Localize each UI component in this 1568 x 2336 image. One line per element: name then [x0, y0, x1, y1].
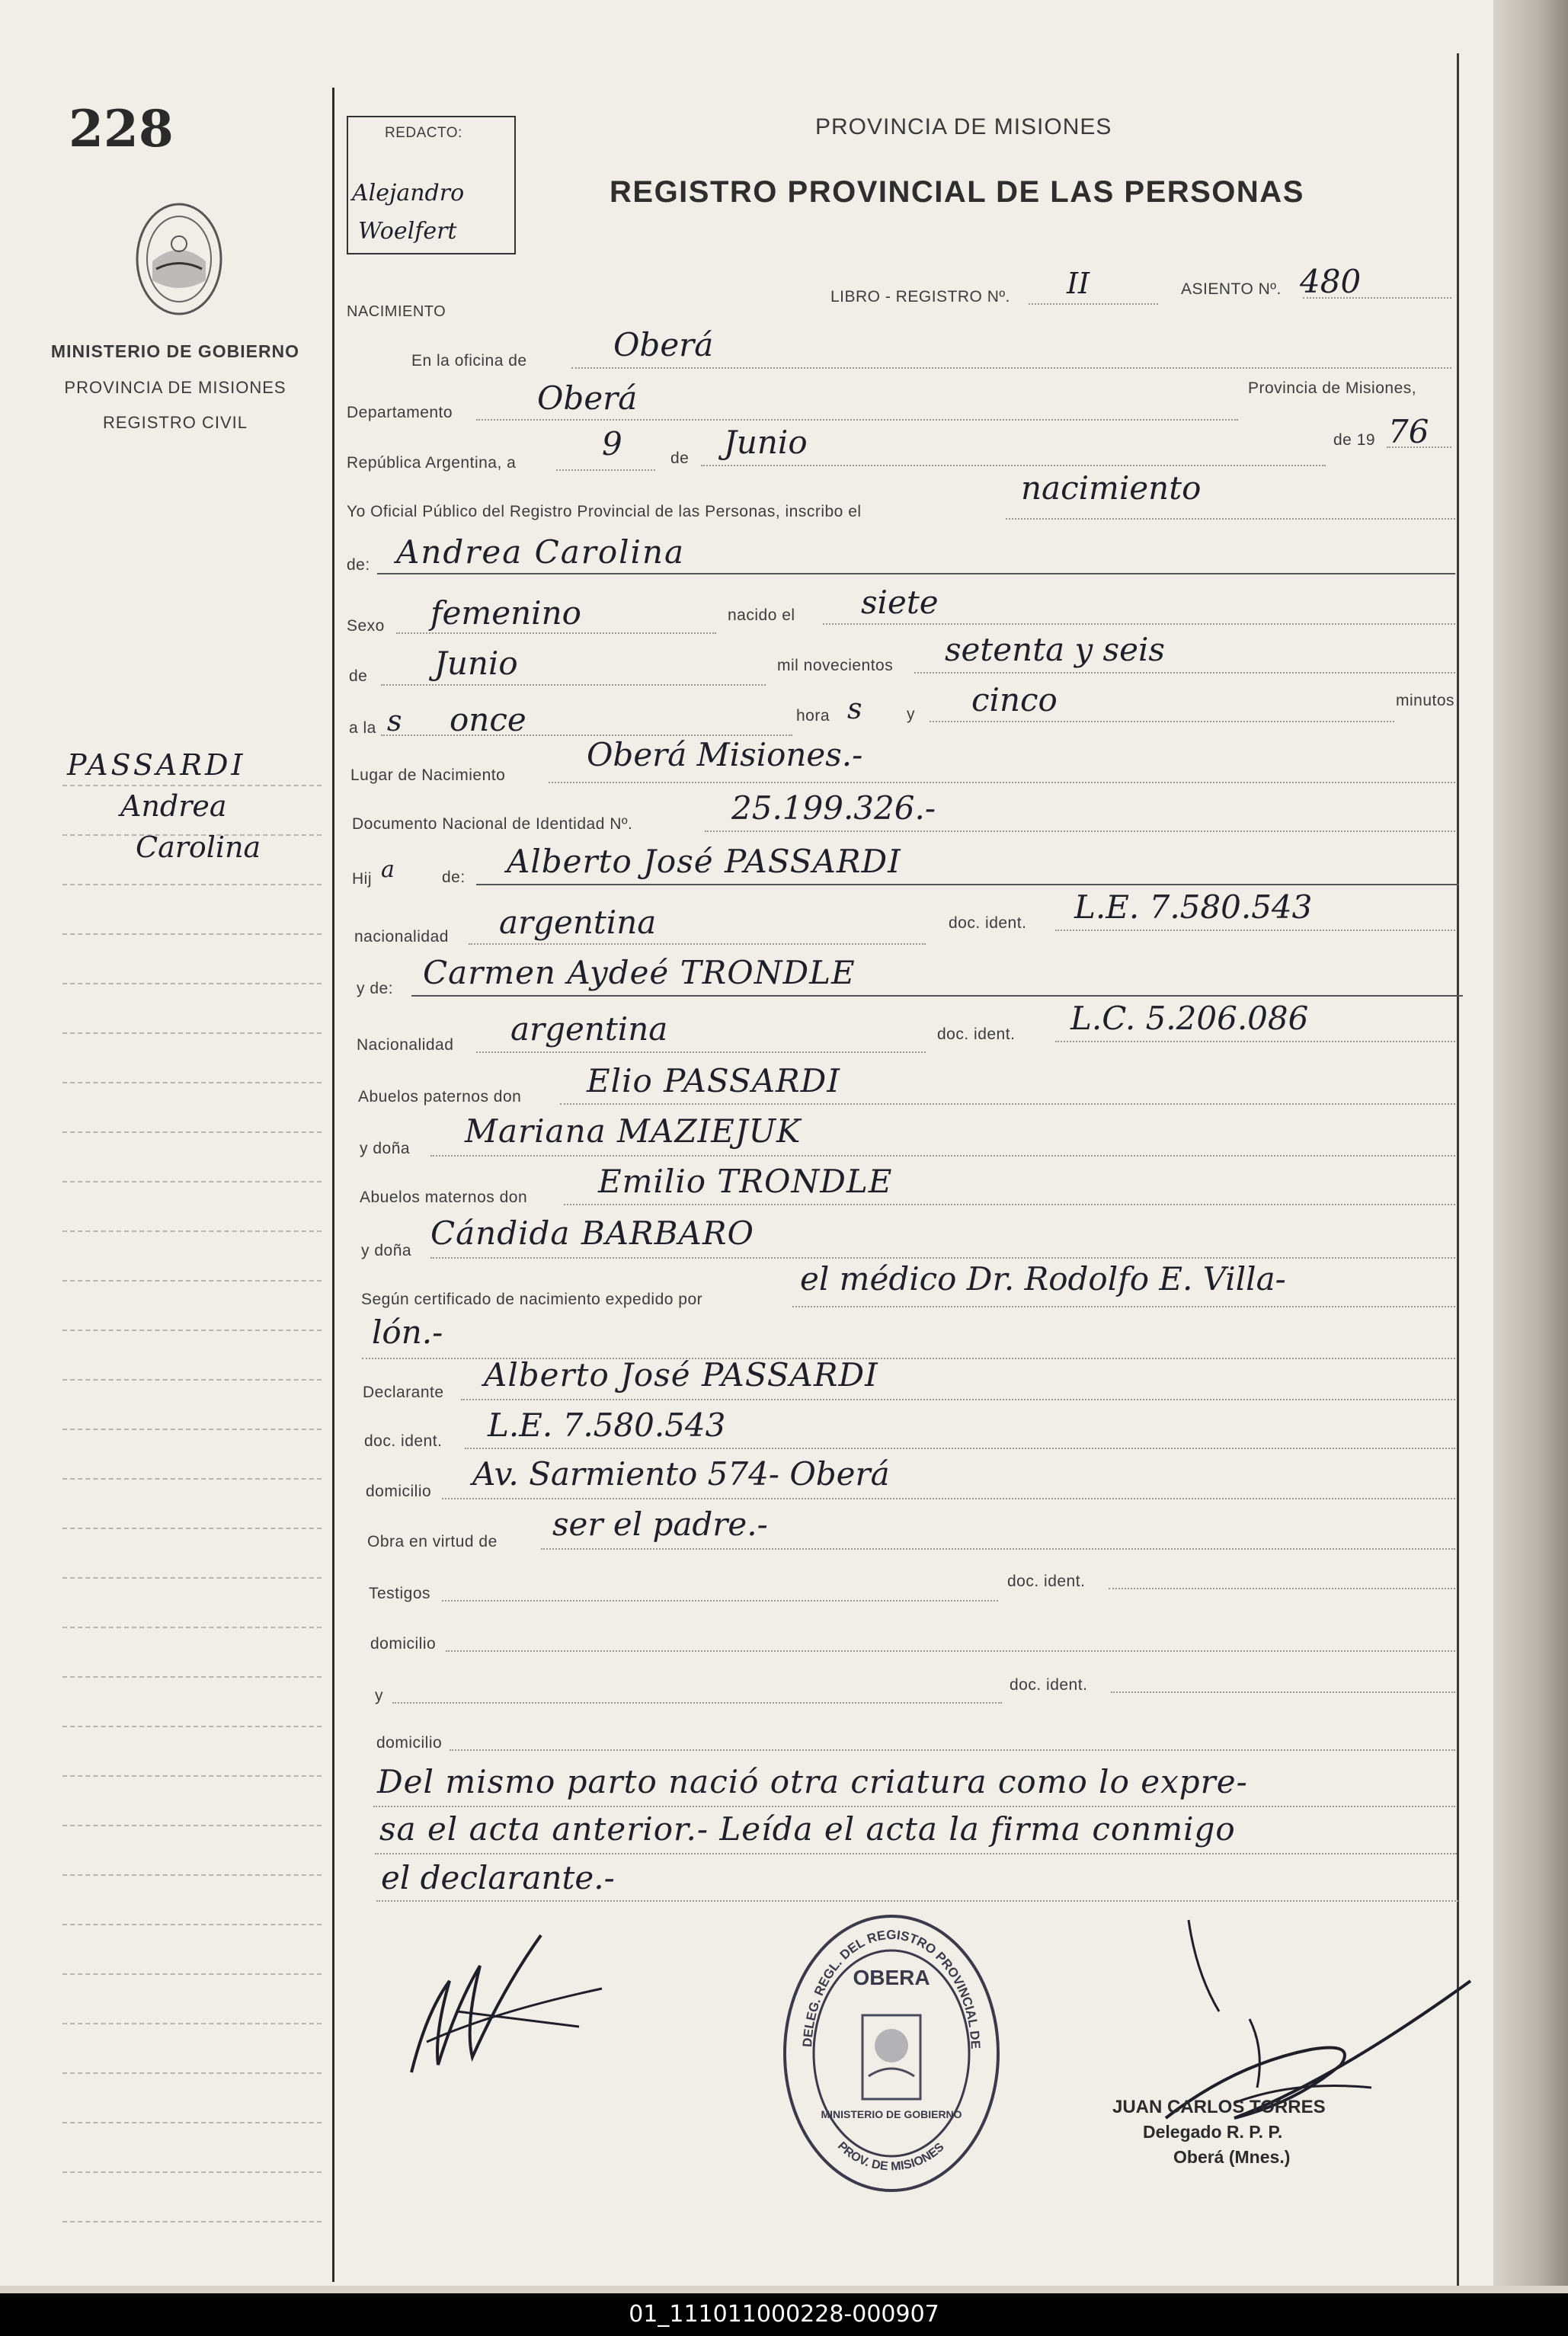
observation-line-2: sa el acta anterior.- Leída el acta la firma conmigo: [379, 1810, 1236, 1848]
domicilio3-label: domicilio: [376, 1734, 443, 1752]
nacido-label: nacido el: [728, 606, 795, 624]
lugar-value: Oberá Misiones.-: [587, 736, 863, 773]
redacto-name2: Woelfert: [358, 218, 457, 245]
inscribo-value: nacimiento: [1021, 469, 1202, 507]
margin-note-name2: Carolina: [136, 830, 261, 864]
testigos-label: Testigos: [369, 1585, 431, 1602]
month-value: Junio: [724, 424, 808, 461]
declarante-value: Alberto José PASSARDI: [484, 1356, 878, 1394]
section-label: NACIMIENTO: [347, 303, 446, 320]
hora-value: once: [450, 701, 526, 738]
ministry-label: MINISTERIO DE GOBIERNO: [50, 341, 300, 361]
hij-value: a: [381, 856, 395, 883]
page-edge: [1493, 0, 1568, 2286]
oficina-value: Oberá: [613, 326, 714, 363]
declarant-signature: [381, 1920, 625, 2088]
minutos-label: minutos: [1396, 692, 1455, 709]
inscribo-label: Yo Oficial Público del Registro Provincial de las Personas, inscribo el: [347, 503, 862, 520]
hora-s: s: [847, 692, 862, 725]
decl-doc-value: L.E. 7.580.543: [488, 1406, 726, 1444]
abuela-pat-value: Mariana MAZIEJUK: [465, 1112, 802, 1150]
de2-label: de: [349, 667, 368, 685]
abuelos-pat-label: Abuelos paternos don: [358, 1088, 522, 1106]
declarante-label: Declarante: [363, 1384, 444, 1401]
hij-label: Hij: [352, 870, 372, 888]
province-label: PROVINCIA DE MISIONES: [64, 378, 286, 397]
ala-value: s: [387, 704, 402, 738]
de-label: de: [670, 450, 690, 467]
decl-doc-label: doc. ident.: [364, 1432, 443, 1450]
hij-de-label: de:: [442, 869, 466, 886]
lugar-label: Lugar de Nacimiento: [350, 766, 506, 784]
footer-image-id: 01_111011000228-000907: [629, 2301, 939, 2328]
margin-note-surname: PASSARDI: [67, 748, 246, 782]
stamp-inner-text: MINISTERIO DE GOBIERNO: [821, 2108, 962, 2120]
libro-value: II: [1067, 267, 1090, 300]
stamp-city: OBERA: [853, 1966, 930, 1989]
dni-value: 25.199.326.-: [731, 789, 936, 827]
page-title: REGISTRO PROVINCIAL DE LAS PERSONAS: [610, 175, 1304, 209]
doc-ident2-label: doc. ident.: [937, 1026, 1016, 1043]
hora-label: hora: [796, 707, 830, 725]
nacionalidad2-label: Nacionalidad: [357, 1036, 454, 1054]
sexo-value: femenino: [430, 594, 581, 632]
provincia-suffix: Provincia de Misiones,: [1248, 379, 1417, 397]
milnov-label: mil novecientos: [777, 657, 894, 674]
nacionalidad-padre-value: argentina: [499, 904, 657, 941]
redacto-label: REDACTO:: [385, 125, 462, 141]
official-name: JUAN CARLOS TORRES: [1112, 2097, 1326, 2117]
asiento-value: 480: [1300, 263, 1362, 300]
domicilio-value: Av. Sarmiento 574- Oberá: [472, 1455, 890, 1493]
mes2-value: Junio: [434, 645, 518, 682]
segun-label: Según certificado de nacimiento expedido por: [361, 1291, 703, 1308]
padre-value: Alberto José PASSARDI: [507, 843, 901, 880]
obra-value: ser el padre.-: [552, 1506, 768, 1543]
departamento-value: Oberá: [537, 379, 638, 417]
stamp-outer-text: DELEG. REGL. DEL REGISTRO PROVINCIAL DE: [800, 1927, 983, 2050]
abuelos-mat-label: Abuelos maternos don: [360, 1189, 528, 1206]
redacto-name1: Alejandro: [352, 180, 465, 206]
nacido-value: siete: [861, 584, 939, 621]
de-nombre-label: de:: [347, 556, 370, 574]
nombre-value: Andrea Carolina: [396, 533, 686, 571]
yde-label: y de:: [357, 980, 394, 997]
official-stamp: [777, 1909, 1006, 2198]
official-title: Delegado R. P. P.: [1143, 2122, 1283, 2142]
madre-value: Carmen Aydeé TRONDLE: [423, 954, 856, 991]
y2-label: y: [375, 1687, 383, 1704]
doc-padre-value: L.E. 7.580.543: [1074, 888, 1313, 926]
ydona-label: y doña: [360, 1140, 411, 1157]
minutos-value: cinco: [971, 681, 1058, 718]
doc-madre-value: L.C. 5.206.086: [1070, 1000, 1309, 1037]
folio-number: 228: [69, 99, 174, 158]
year-label: de 19: [1333, 431, 1376, 449]
y-label: y: [907, 706, 915, 723]
domicilio-label: domicilio: [366, 1483, 432, 1500]
testigos-doc-label: doc. ident.: [1007, 1573, 1086, 1590]
sexo-label: Sexo: [347, 617, 385, 635]
nacionalidad-label: nacionalidad: [354, 928, 449, 946]
stamp-bottom-text: PROV. DE MISIONES: [834, 2139, 947, 2174]
oficina-label: En la oficina de: [411, 352, 527, 370]
margin-note-name1: Andrea: [120, 789, 227, 823]
abuela-mat-value: Cándida BARBARO: [430, 1214, 754, 1252]
testigos-doc2-label: doc. ident.: [1010, 1676, 1088, 1694]
departamento-label: Departamento: [347, 404, 453, 421]
observation-line-3: el declarante.-: [381, 1859, 615, 1896]
doc-ident-label: doc. ident.: [949, 914, 1027, 932]
segun-value: el médico Dr. Rodolfo E. Villa-: [800, 1260, 1286, 1298]
segun-cont: lón.-: [372, 1314, 443, 1351]
coat-of-arms-icon: [130, 197, 229, 322]
left-form-border: [332, 88, 334, 2282]
official-signature: [1143, 1912, 1493, 2156]
day-value: 9: [602, 425, 622, 462]
asiento-label: ASIENTO Nº.: [1181, 280, 1282, 298]
libro-label: LIBRO - REGISTRO Nº.: [830, 288, 1010, 306]
header-province: PROVINCIA DE MISIONES: [815, 114, 1112, 139]
republica-label: República Argentina, a: [347, 454, 517, 472]
domicilio2-label: domicilio: [370, 1635, 437, 1653]
ydona2-label: y doña: [361, 1242, 412, 1259]
ala-label: a la: [349, 719, 376, 737]
obra-label: Obra en virtud de: [367, 1533, 498, 1550]
year-value: 76: [1388, 413, 1429, 450]
abuelo-pat-value: Elio PASSARDI: [587, 1062, 840, 1099]
anio2-value: setenta y seis: [945, 631, 1165, 668]
dni-label: Documento Nacional de Identidad Nº.: [352, 815, 633, 833]
official-place: Oberá (Mnes.): [1173, 2147, 1291, 2167]
registry-label: REGISTRO CIVIL: [102, 413, 248, 432]
observation-line-1: Del mismo parto nació otra criatura como lo expre-: [377, 1763, 1248, 1800]
nacionalidad-madre-value: argentina: [510, 1010, 668, 1048]
abuelo-mat-value: Emilio TRONDLE: [598, 1163, 893, 1200]
